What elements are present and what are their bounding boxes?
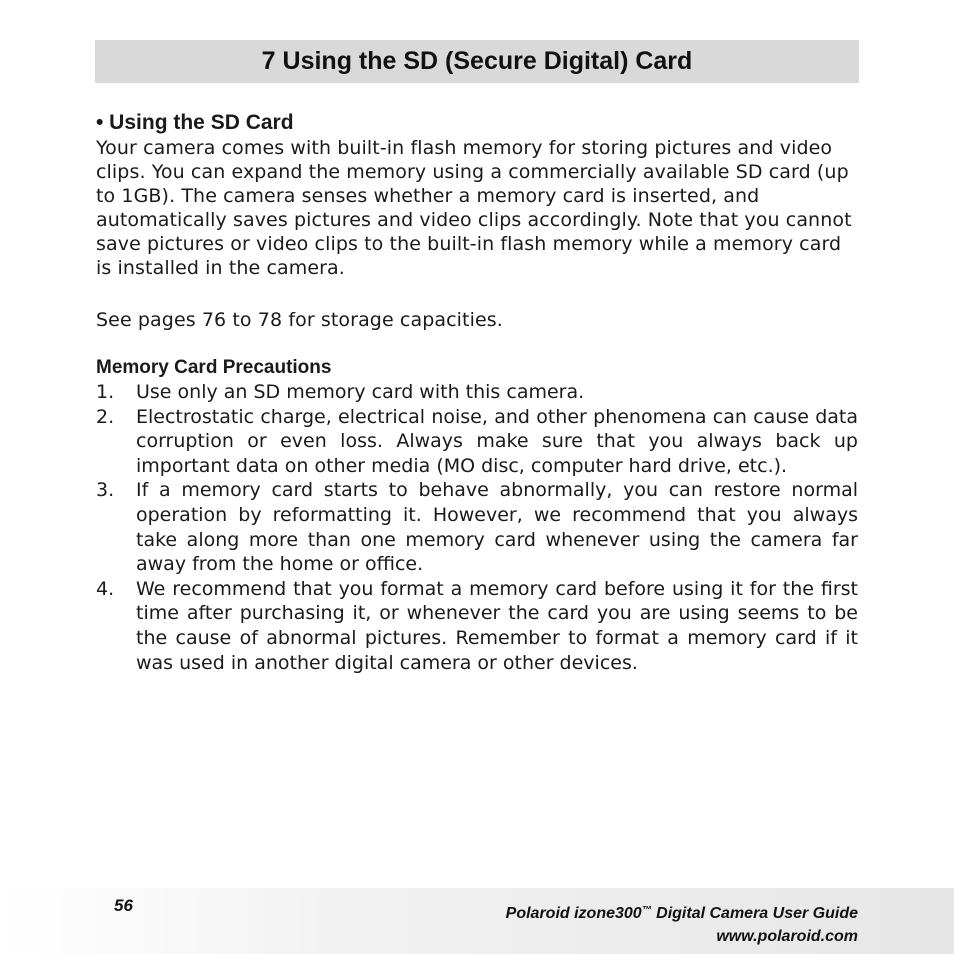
page-number: 56 (114, 896, 133, 915)
precautions-heading: Memory Card Precautions (96, 357, 332, 378)
list-item (96, 405, 858, 479)
list-item-number: 1. (96, 381, 115, 403)
website-url: www.polaroid.com (716, 928, 858, 945)
list-item (96, 380, 858, 405)
chapter-title-bar (95, 40, 859, 83)
guide-title (506, 899, 858, 925)
page-content (96, 110, 858, 675)
list-item (96, 478, 858, 576)
list-item-number: 4. (96, 577, 115, 600)
intro-paragraph: Your camera comes with built-in flash memory for storing pictures and video clips. You can expand the memory using a commercially available SD card (up to 1GB). The camera senses whether a memory card is inserted, and automatically saves pictures and video clips accordingly. Note that you cannot save pictures or video clips to the built-in flash memory while a memory card is installed in the camera. (96, 137, 852, 279)
list-item-text: Electrostatic charge, electrical noise, and other phenomena can cause data corruption or even loss. Always make sure that you always back up important data on other media (MO disc, computer hard drive, etc.). (136, 405, 858, 477)
list-item (96, 577, 858, 675)
precautions-list (96, 380, 858, 675)
guide-title-prefix: Polaroid izone300 (505, 905, 642, 922)
guide-title-suffix: Digital Camera User Guide (651, 905, 858, 922)
list-item-text: Use only an SD memory card with this camera. (136, 381, 585, 403)
storage-reference-text: See pages 76 to 78 for storage capacities. (96, 309, 503, 331)
list-item-text: We recommend that you format a memory card before using it for the first time after purchasing it, or whenever the card you are using seems to be the cause of abnormal pictures. Remember to format a memory card if it was used in another digital camera or other devices. (136, 577, 858, 674)
footer-guide-info (506, 899, 858, 948)
list-item-number: 3. (96, 479, 115, 502)
list-item-text: If a memory card starts to behave abnormally, you can restore normal operation by reformatting it. However, we recommend that you always take along more than one memory card whenever using the camera far away from the home or office. (136, 479, 858, 576)
chapter-title: 7 Using the SD (Secure Digital) Card (261, 47, 693, 75)
list-item-number: 2. (96, 405, 115, 428)
trademark-symbol: ™ (641, 905, 652, 916)
section-heading: • Using the SD Card (96, 111, 294, 134)
